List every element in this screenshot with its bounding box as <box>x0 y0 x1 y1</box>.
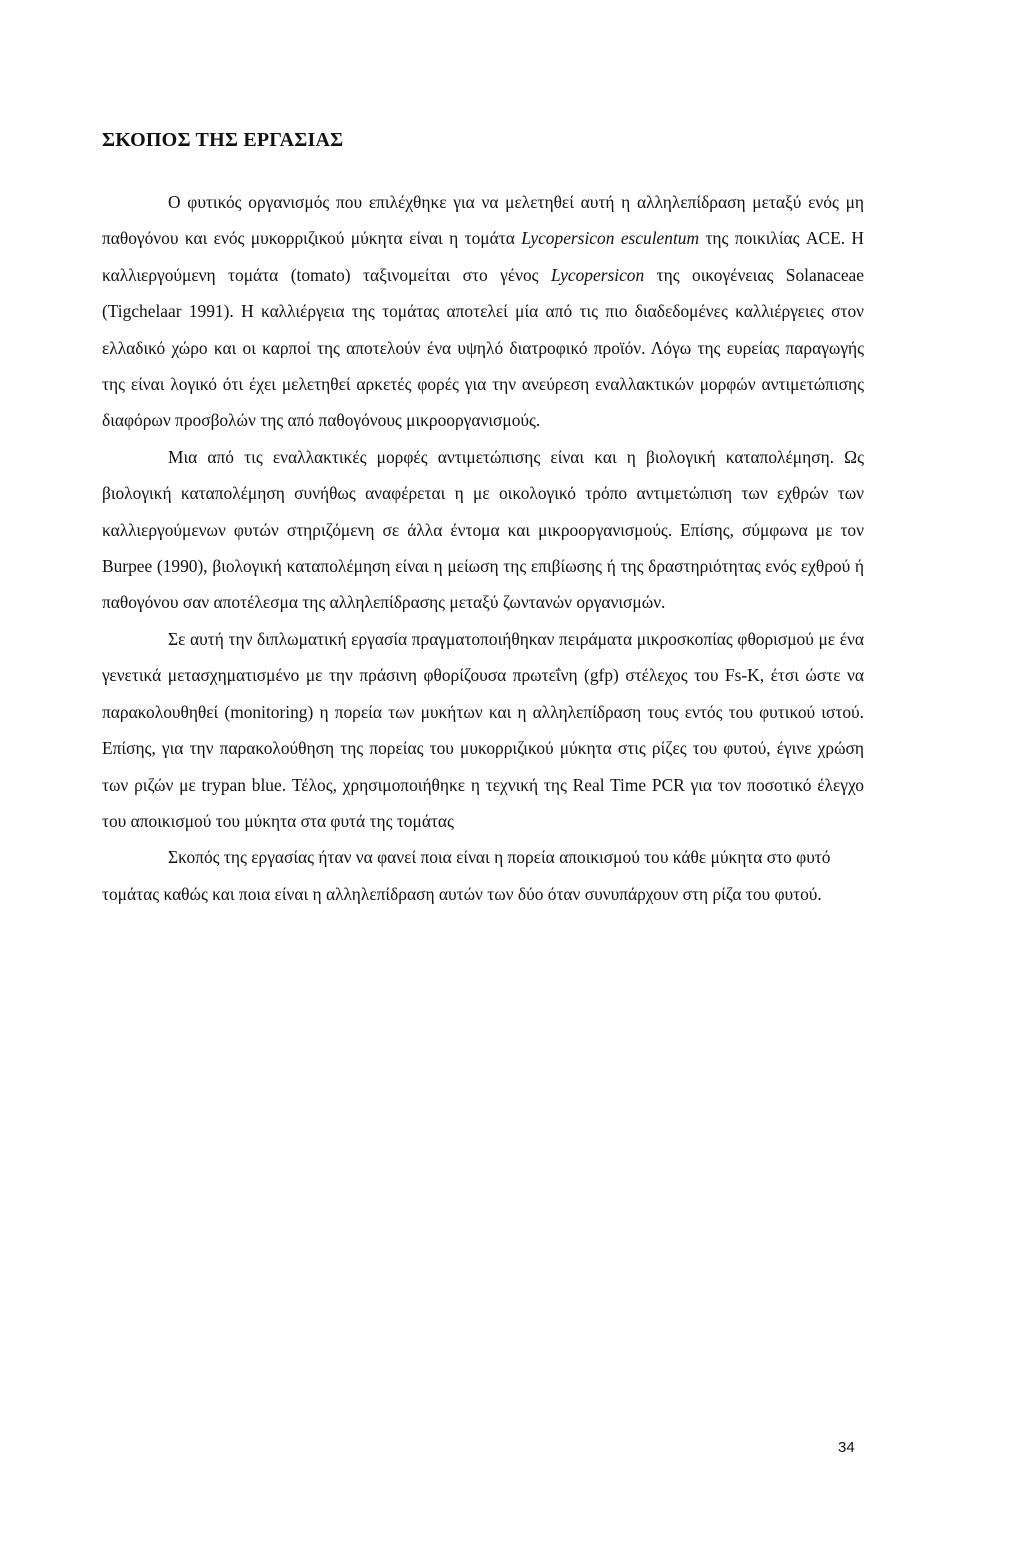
species-genus-italic: Lycopersicon <box>521 228 615 249</box>
body-text <box>102 184 864 912</box>
paragraph-3: Σε αυτή την διπλωματική εργασία πραγματοποιήθηκαν πειράματα μικροσκοπίας φθορισμού με ένα γενετικά μετασχηματισμένο με την πράσινη φθορίζουσα πρωτεΐνη (gfp) στέλεχος του Fs-K, έτσι ώστε να παρακολουθηθεί (monitoring) η πορεία των μυκήτων και η αλληλεπίδραση τους εντός του φυτικού ιστού. Επίσης, για την παρακολούθηση της πορείας του μυκορριζικού μύκητα στις ρίζες του φυτού, έγινε χρώση των ριζών με trypan blue. Τέλος, χρησιμοποιήθηκε η τεχνική της Real Time PCR για τον ποσοτικό έλεγχο του αποικισμού του μύκητα στα φυτά της τομάτας <box>102 628 864 831</box>
paragraph-1-text-1: Ο φυτικός οργανισμός που επιλέχθηκε για να μελετηθεί αυτή η αλληλεπίδραση μεταξύ ενός μη παθογόνου και ενός μυκορριζικού μύκητα είναι η τομάτα <box>102 192 864 249</box>
page-number: 34 <box>838 1439 855 1456</box>
genus-italic: Lycopersicon <box>551 264 645 285</box>
paragraph-4: Σκοπός της εργασίας ήταν να φανεί ποια είναι η πορεία αποικισμού του κάθε μύκητα στο φυτό τομάτας καθώς και ποια είναι η αλληλεπίδραση αυτών των δύο όταν συνυπάρχουν στη ρίζα του φυτού. <box>102 847 831 904</box>
section-heading: ΣΚΟΠΟΣ ΤΗΣ ΕΡΓΑΣΙΑΣ <box>102 129 344 151</box>
paragraph-1-text-2: της ποικιλίας ACE. Η καλλιεργούμενη τομάτα (tomato) ταξινομείται στο γένος <box>102 228 864 285</box>
paragraph-1 <box>102 184 864 439</box>
paragraph-2: Μια από τις εναλλακτικές μορφές αντιμετώπισης είναι και η βιολογική καταπολέμηση. Ως βιολογική καταπολέμηση συνήθως αναφέρεται η με οικολογικό τρόπο αντιμετώπιση των εχθρών των καλλιεργούμενων φυτών στηριζόμενη σε άλλα έντομα και μικροοργανισμούς. Επίσης, σύμφωνα με τον Burpee (1990), βιολογική καταπολέμηση είναι η μείωση της επιβίωσης ή της δραστηριότητας ενός εχθρού ή παθογόνου σαν αποτέλεσμα της αλληλεπίδρασης μεταξύ ζωντανών οργανισμών. <box>102 446 864 613</box>
species-epithet-italic: esculentum <box>620 228 700 249</box>
paragraph-1-text-3: της οικογένειας Solanaceae (Tigchelaar 1991). Η καλλιέργεια της τομάτας αποτελεί μία από τις πιο διαδεδομένες καλλιέργειες στον ελλαδικό χώρο και οι καρποί της αποτελούν ένα υψηλό διατροφικό προϊόν. Λόγω της ευρείας παραγωγής της είναι λογικό ότι έχει μελετηθεί αρκετές φορές για την ανεύρεση εναλλακτικών μορφών αντιμετώπισης διαφόρων προσβολών της από παθογόνους μικροοργανισμούς. <box>102 264 864 431</box>
